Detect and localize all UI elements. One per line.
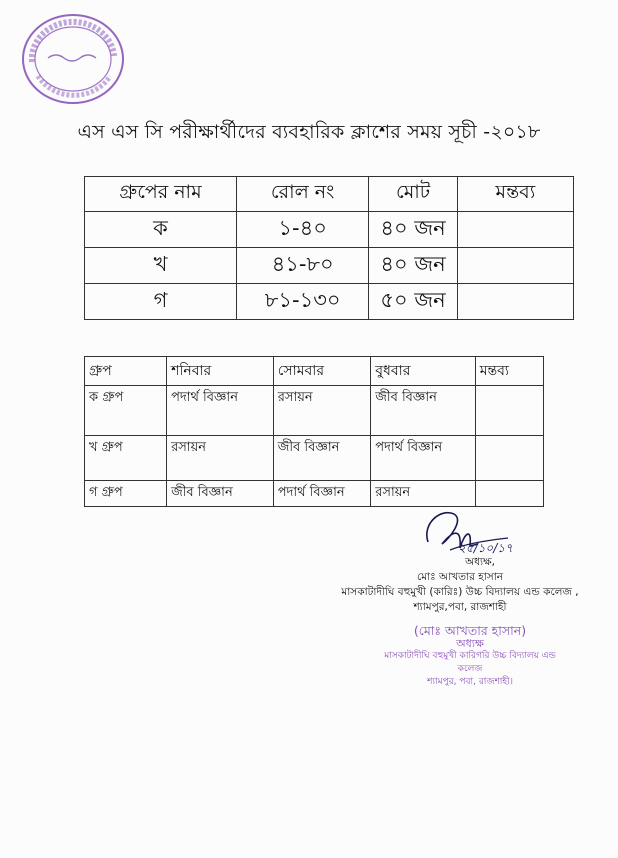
table-row — [85, 481, 544, 507]
header-group: গ্রুপ — [85, 357, 167, 386]
remarks-cell — [475, 481, 543, 507]
group-cell: ক গ্রুপ — [85, 386, 167, 436]
remarks-cell — [475, 386, 543, 436]
principal-stamp — [380, 624, 560, 689]
table-row — [85, 248, 574, 284]
saturday-cell: জীব বিজ্ঞান — [167, 481, 274, 507]
remarks-cell — [457, 284, 573, 320]
weekly-schedule-table — [84, 356, 544, 507]
signatory-name: মোঃ আখতার হাসান — [416, 571, 504, 583]
header-roll-no: রোল নং — [236, 177, 368, 212]
signatory-address: শ্যামপুর,পবা, রাজশাহী — [413, 601, 507, 613]
remarks-cell — [457, 248, 573, 284]
header-wednesday: বুধবার — [371, 357, 475, 386]
group-cell: খ — [85, 248, 237, 284]
group-roll-table — [84, 176, 574, 320]
table-row — [85, 386, 544, 436]
total-cell: ৪০ জন — [369, 212, 457, 248]
signatory-institution: মাসকাটাদীঘি বহুমুখী (কারিঃ) উচ্চ বিদ্যালয় এন্ড কলেজ , — [341, 586, 579, 598]
institution-seal — [18, 10, 128, 108]
stamp-designation: অধ্যক্ষ — [456, 637, 484, 650]
group-cell: গ গ্রুপ — [85, 481, 167, 507]
signature-date: ২৫/১০/১৭ — [458, 541, 513, 555]
remarks-cell — [475, 436, 543, 481]
group-cell: খ গ্রুপ — [85, 436, 167, 481]
group-cell: গ — [85, 284, 237, 320]
page-title: এস এস সি পরীক্ষার্থীদের ব্যবহারিক ক্লাশের সময় সূচী -২০১৮ — [77, 121, 541, 143]
wednesday-cell: জীব বিজ্ঞান — [371, 386, 475, 436]
stamp-institution: মাসকাটাদীঘি বহুমুখী কারিগরি উচ্চ বিদ্যালয় এন্ড কলেজ — [384, 651, 556, 674]
roll-cell: ১-৪০ — [236, 212, 368, 248]
header-remarks: মন্তব্য — [475, 357, 543, 386]
header-monday: সোমবার — [273, 357, 371, 386]
header-remarks: মন্তব্য — [457, 177, 573, 212]
stamp-address: শ্যামপুর, পবা, রাজশাহী। — [427, 677, 513, 687]
header-group-name: গ্রুপের নাম — [85, 177, 237, 212]
table-header-row — [85, 177, 574, 212]
monday-cell: পদার্থ বিজ্ঞান — [273, 481, 371, 507]
roll-cell: ৪১-৮০ — [236, 248, 368, 284]
table-row — [85, 212, 574, 248]
stamp-name: (মোঃ আখতার হাসান) — [413, 623, 527, 638]
signatory-designation: অধ্যক্ষ, — [465, 556, 495, 568]
group-cell: ক — [85, 212, 237, 248]
remarks-cell — [457, 212, 573, 248]
total-cell: ৪০ জন — [369, 248, 457, 284]
wednesday-cell: পদার্থ বিজ্ঞান — [371, 436, 475, 481]
header-saturday: শনিবার — [167, 357, 274, 386]
signature-block — [330, 555, 590, 615]
table-row — [85, 284, 574, 320]
table-row — [85, 436, 544, 481]
header-total: মোট — [369, 177, 457, 212]
monday-cell: রসায়ন — [273, 386, 371, 436]
roll-cell: ৮১-১৩০ — [236, 284, 368, 320]
wednesday-cell: রসায়ন — [371, 481, 475, 507]
table-header-row — [85, 357, 544, 386]
saturday-cell: পদার্থ বিজ্ঞান — [167, 386, 274, 436]
saturday-cell: রসায়ন — [167, 436, 274, 481]
total-cell: ৫০ জন — [369, 284, 457, 320]
monday-cell: জীব বিজ্ঞান — [273, 436, 371, 481]
